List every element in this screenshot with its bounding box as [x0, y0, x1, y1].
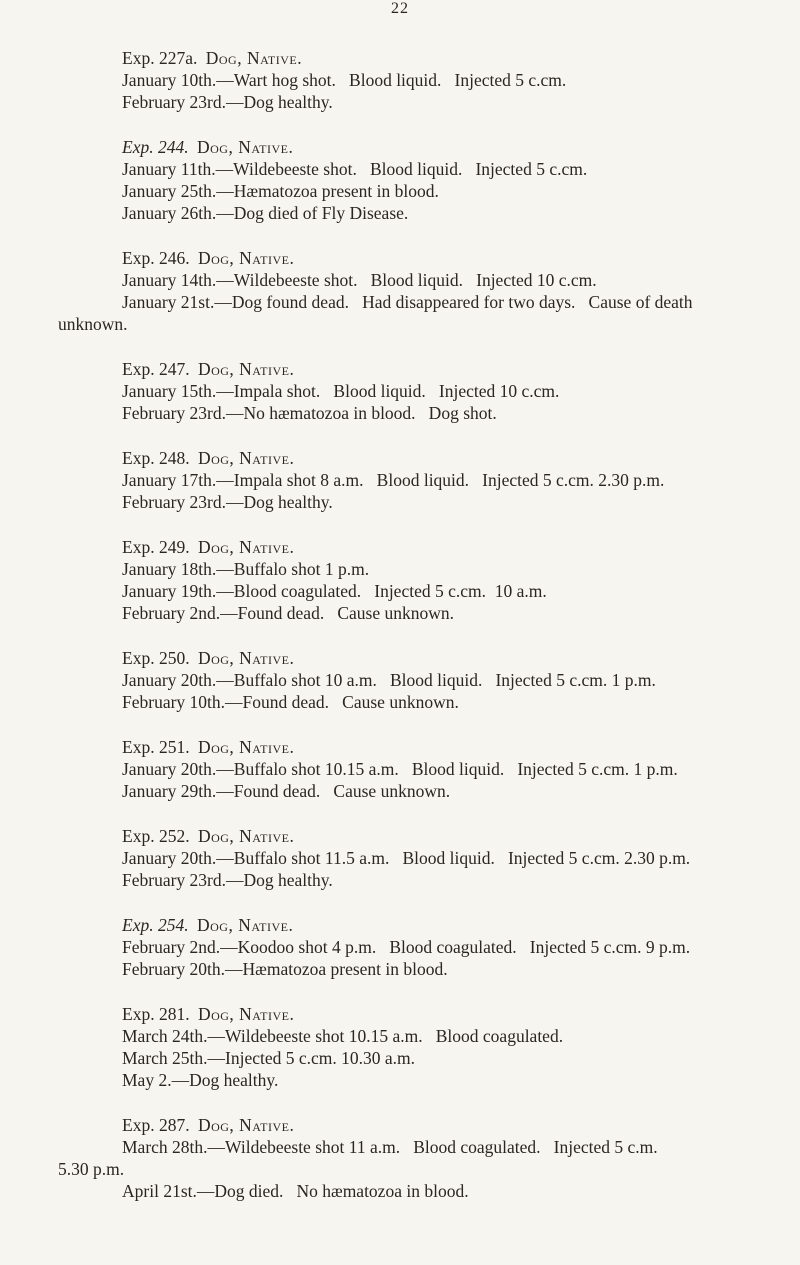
experiment-line: February 23rd.—Dog healthy. [122, 492, 333, 512]
experiment-heading [122, 247, 800, 269]
experiment-line: April 21st.—Dog died. No hæmatozoa in blood. [122, 1181, 469, 1201]
experiment-number: Exp. 244. [122, 137, 189, 157]
experiment-line: January 17th.—Impala shot 8 a.m. Blood liquid. Injected 5 c.cm. 2.30 p.m. [122, 470, 665, 490]
experiment-heading [122, 914, 800, 936]
experiment-heading [122, 647, 800, 669]
experiment-entry [0, 1003, 800, 1091]
experiment-line: January 20th.—Buffalo shot 11.5 a.m. Blood liquid. Injected 5 c.cm. 2.30 p.m. [122, 848, 691, 868]
experiment-line: March 28th.—Wildebeeste shot 11 a.m. Blood coagulated. Injected 5 c.m. [122, 1137, 658, 1157]
experiment-entry [0, 647, 800, 713]
experiment-line: January 20th.—Buffalo shot 10 a.m. Blood liquid. Injected 5 c.cm. 1 p.m. [122, 670, 656, 690]
experiment-line: March 24th.—Wildebeeste shot 10.15 a.m. Blood coagulated. [122, 1026, 564, 1046]
experiment-line: January 25th.—Hæmatozoa present in blood. [122, 181, 439, 201]
experiment-line: January 19th.—Blood coagulated. Injected 5 c.cm. 10 a.m. [122, 581, 547, 601]
experiment-subject: Dog, Native. [197, 448, 295, 468]
experiment-line: February 23rd.—Dog healthy. [122, 870, 333, 890]
page-number: 22 [391, 0, 409, 17]
experiment-line: January 20th.—Buffalo shot 10.15 a.m. Blood liquid. Injected 5 c.cm. 1 p.m. [122, 759, 678, 779]
experiment-entry [0, 136, 800, 224]
experiment-line: January 11th.—Wildebeeste shot. Blood liquid. Injected 5 c.cm. [122, 159, 588, 179]
experiment-line: January 21st.—Dog found dead. Had disappeared for two days. Cause of death [122, 292, 693, 312]
experiment-heading [122, 358, 800, 380]
experiment-heading [122, 825, 800, 847]
experiment-heading [122, 1003, 800, 1025]
experiment-list [0, 47, 800, 1225]
experiment-line: February 20th.—Hæmatozoa present in blood. [122, 959, 448, 979]
experiment-subject: Dog, Native. [197, 359, 295, 379]
experiment-line: unknown. [58, 314, 128, 334]
experiment-number: Exp. 287. [122, 1115, 190, 1135]
experiment-line: February 2nd.—Found dead. Cause unknown. [122, 603, 454, 623]
experiment-subject: Dog, Native. [197, 737, 295, 757]
experiment-line: March 25th.—Injected 5 c.cm. 10.30 a.m. [122, 1048, 416, 1068]
experiment-entry [0, 536, 800, 624]
experiment-subject: Dog, Native. [205, 48, 303, 68]
experiment-number: Exp. 251. [122, 737, 190, 757]
experiment-subject: Dog, Native. [197, 248, 295, 268]
experiment-heading [122, 447, 800, 469]
experiment-line: January 26th.—Dog died of Fly Disease. [122, 203, 409, 223]
experiment-number: Exp. 250. [122, 648, 190, 668]
experiment-entry [0, 914, 800, 980]
experiment-line: 5.30 p.m. [58, 1159, 125, 1179]
experiment-line: February 23rd.—Dog healthy. [122, 92, 333, 112]
experiment-subject: Dog, Native. [197, 537, 295, 557]
experiment-entry [0, 825, 800, 891]
experiment-entry [0, 47, 800, 113]
experiment-line: January 14th.—Wildebeeste shot. Blood liquid. Injected 10 c.cm. [122, 270, 597, 290]
experiment-subject: Dog, Native. [197, 1115, 295, 1135]
experiment-entry [0, 358, 800, 424]
experiment-number: Exp. 281. [122, 1004, 190, 1024]
experiment-subject: Dog, Native. [196, 915, 294, 935]
experiment-line: January 10th.—Wart hog shot. Blood liquid. Injected 5 c.cm. [122, 70, 567, 90]
experiment-number: Exp. 246. [122, 248, 190, 268]
experiment-entry [0, 1114, 800, 1202]
experiment-entry [0, 247, 800, 335]
experiment-heading [122, 1114, 800, 1136]
experiment-subject: Dog, Native. [196, 137, 294, 157]
experiment-heading [122, 47, 800, 69]
experiment-heading [122, 536, 800, 558]
experiment-subject: Dog, Native. [197, 1004, 295, 1024]
experiment-entry [0, 736, 800, 802]
experiment-entry [0, 447, 800, 513]
experiment-line: February 2nd.—Koodoo shot 4 p.m. Blood coagulated. Injected 5 c.cm. 9 p.m. [122, 937, 691, 957]
experiment-line: January 15th.—Impala shot. Blood liquid. Injected 10 c.cm. [122, 381, 560, 401]
experiment-number: Exp. 227a. [122, 48, 198, 68]
experiment-heading [122, 136, 800, 158]
experiment-number: Exp. 252. [122, 826, 190, 846]
experiment-number: Exp. 247. [122, 359, 190, 379]
experiment-subject: Dog, Native. [197, 648, 295, 668]
experiment-line: January 29th.—Found dead. Cause unknown. [122, 781, 451, 801]
experiment-number: Exp. 248. [122, 448, 190, 468]
experiment-line: February 23rd.—No hæmatozoa in blood. Dog shot. [122, 403, 497, 423]
experiment-number: Exp. 254. [122, 915, 189, 935]
experiment-heading [122, 736, 800, 758]
experiment-line: January 18th.—Buffalo shot 1 p.m. [122, 559, 370, 579]
experiment-line: February 10th.—Found dead. Cause unknown. [122, 692, 459, 712]
experiment-number: Exp. 249. [122, 537, 190, 557]
experiment-subject: Dog, Native. [197, 826, 295, 846]
experiment-line: May 2.—Dog healthy. [122, 1070, 279, 1090]
